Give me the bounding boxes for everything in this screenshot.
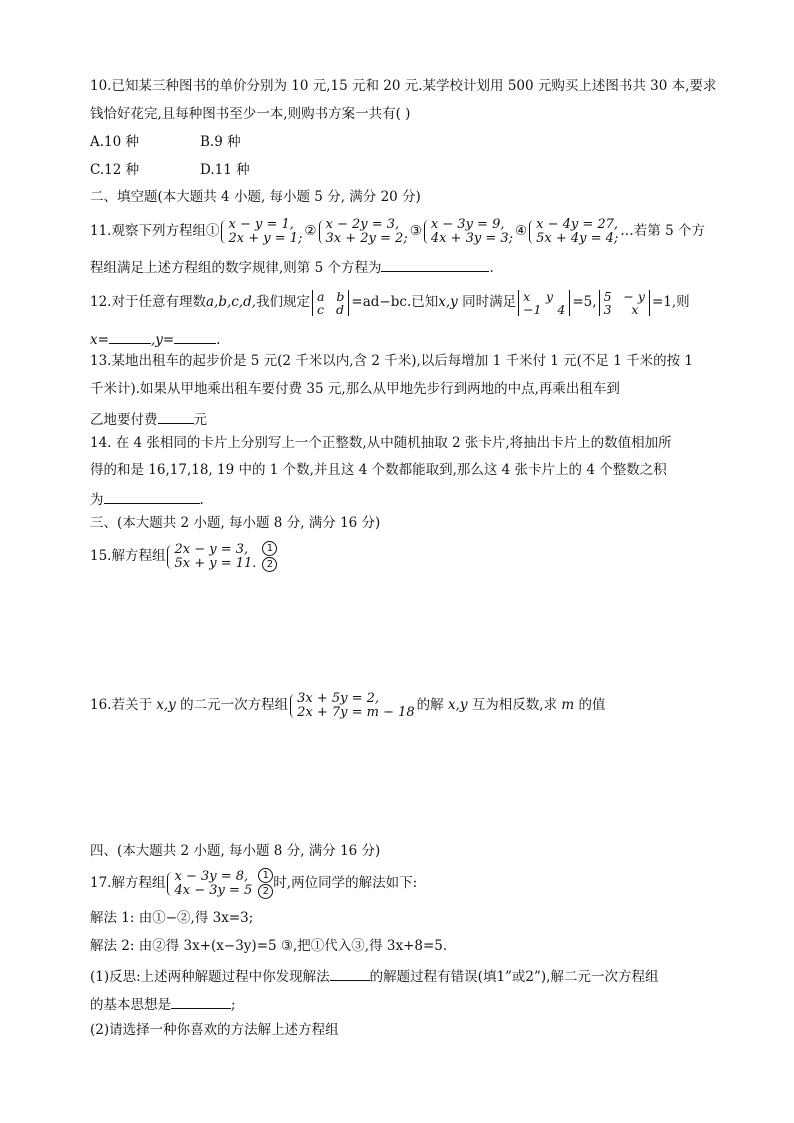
q15 — [90, 540, 277, 573]
q16-xy: x,y — [447, 697, 468, 713]
circle-1-marker: 1 — [258, 868, 273, 883]
q14-line1: 14. 在 4 张相同的卡片上分别写上一个正整数,从中随机抽取 2 张卡片,将抽出卡片上的数值相加所 — [90, 435, 672, 451]
eq: 5x + 4y = 4; — [536, 230, 619, 246]
circle-1-marker: 1 — [262, 541, 277, 556]
q12-line1 — [90, 287, 690, 317]
eq: x − 3y = 8, — [174, 868, 249, 884]
eq: x − 4y = 27, — [536, 216, 619, 232]
punct: . — [216, 332, 221, 348]
answer-blank[interactable] — [104, 491, 200, 504]
q12-text: 同时满足 — [457, 294, 517, 310]
determinant-definition — [312, 290, 349, 316]
section3-heading: 三、(本大题共 2 小题, 每小题 8 分, 满分 16 分) — [90, 515, 381, 531]
q17-part1-line2 — [90, 996, 236, 1013]
eq: 2x − y = 3, — [174, 541, 249, 557]
q11-circle-4: ④ — [515, 223, 528, 239]
q16-xy: x,y — [156, 697, 176, 713]
determinant-2 — [599, 290, 650, 316]
option-d: D.11 种 — [200, 162, 250, 178]
q12-xy: x,y — [438, 294, 458, 310]
q10-options-row2 — [90, 162, 250, 178]
q11-line1 — [90, 216, 705, 246]
q16-text: 16.若关于 — [90, 697, 157, 713]
q17-prefix: 17.解方程组 — [90, 875, 166, 891]
answer-blank[interactable] — [381, 259, 489, 272]
eq: 4x − 3y = 5 — [174, 882, 253, 898]
option-c: C.12 种 — [90, 162, 140, 178]
row: x y — [523, 288, 554, 304]
q11-prefix: 11.观察下列方程组 — [90, 223, 206, 239]
q14-text: 为 — [90, 492, 104, 508]
determinant-1 — [518, 290, 570, 316]
q11-system-2 — [319, 218, 408, 246]
q11-circle-2: ② — [304, 223, 317, 239]
eq: 2x + 7y = m − 18 — [297, 704, 415, 720]
row: 3 x — [603, 301, 639, 317]
x-answer-blank[interactable] — [109, 331, 151, 344]
q16-text: 互为相反数,求 — [467, 697, 562, 713]
q10-options-row1 — [90, 134, 241, 150]
row: −1 4 — [523, 301, 566, 317]
q16-system — [290, 692, 415, 720]
x-label: x= — [90, 332, 109, 348]
q12-prefix: 12.对于任意有理数 — [90, 294, 206, 310]
q17-line1 — [90, 867, 417, 900]
eq: x − y = 1, — [228, 216, 294, 232]
q13-line2: 千米计).如果从甲地乘出租车要付费 35 元,那么从甲地先步行到两地的中点,再乘出租车到 — [90, 381, 620, 397]
q17-part2: (2)请选择一种你喜欢的方法解上述方程组 — [90, 1022, 339, 1038]
eq: 4x + 3y = 3; — [430, 230, 513, 246]
punct: . — [489, 260, 494, 276]
punct: . — [199, 492, 204, 508]
section2-heading: 二、填空题(本大题共 4 小题, 每小题 5 分, 满分 20 分) — [90, 189, 421, 205]
q16-m: m — [561, 697, 575, 713]
section4-heading: 四、(本大题共 2 小题, 每小题 8 分, 满分 16 分) — [90, 843, 381, 859]
q17-text: 时,两位同学的解法如下: — [273, 875, 418, 891]
q17-solution1: 解法 1: 由①−②,得 3x=3; — [90, 910, 254, 926]
circle-2-marker: 2 — [262, 557, 277, 572]
q17-text: 的解题过程有错误(填1”或2”),解二元一次方程组 — [369, 969, 659, 985]
q17-text: (1)反思:上述两种解题过程中你发现解法 — [90, 969, 330, 985]
q17-equation-markers — [258, 867, 273, 900]
eq: x − 3y = 9, — [430, 216, 505, 232]
q14-line3 — [90, 491, 204, 508]
q11-line2-text: 程组满足上述方程组的数字规律,则第 5 个方程为 — [90, 260, 382, 276]
option-a: A.10 种 — [90, 134, 140, 150]
q13-text: 乙地要付费 — [90, 412, 158, 428]
q10-line1: 10.已知某三种图书的单价分别为 10 元,15 元和 20 元.某学校计划用 500 元购买上述图书共 30 本,要求 — [90, 78, 717, 94]
q11-system-4 — [529, 218, 618, 246]
eq: x − 2y = 3, — [325, 216, 400, 232]
eq: 5x + y = 11. — [174, 555, 257, 571]
q12-text: =1,则 — [651, 294, 690, 310]
punct: ; — [231, 997, 236, 1013]
eq: 2x + y = 1; — [228, 230, 303, 246]
answer-blank[interactable] — [330, 968, 370, 981]
answer-blank[interactable] — [171, 996, 231, 1009]
q11-circle-3: ③ — [409, 223, 422, 239]
q17-part1-line1 — [90, 968, 658, 985]
row: 5 − y — [603, 288, 645, 304]
eq: 3x + 2y = 2; — [325, 230, 408, 246]
q12-text: =ad−bc.已知 — [351, 294, 439, 310]
q11-circle-1: ① — [205, 223, 220, 239]
answer-blank[interactable] — [158, 411, 194, 424]
q12-text: 我们规定 — [256, 294, 311, 310]
q11-suffix: …若第 5 个方 — [620, 223, 705, 239]
q13-line3 — [90, 411, 207, 428]
row: a b — [317, 288, 345, 304]
q12-text: =5, — [572, 294, 597, 310]
q17-solution2: 解法 2: 由②得 3x+(x−3y)=5 ③,把①代入③,得 3x+8=5. — [90, 938, 448, 954]
row: c d — [317, 301, 344, 317]
q11-system-1 — [221, 218, 302, 246]
q10-line2: 钱恰好花完,且每种图书至少一本,则购书方案一共有( ) — [90, 106, 411, 122]
q13-line1: 13.某地出租车的起步价是 5 元(2 千米以内,含 2 千米),以后每增加 1 千米付 1 元(不足 1 千米的按 1 — [90, 353, 693, 369]
y-answer-blank[interactable] — [174, 331, 216, 344]
q12-vars: a,b,c,d, — [205, 294, 257, 310]
q17-system — [167, 870, 252, 898]
q17-text: 的基本思想是 — [90, 997, 171, 1013]
q15-system — [167, 543, 256, 571]
q15-prefix: 15.解方程组 — [90, 548, 166, 564]
q14-line2: 得的和是 16,17,18, 19 中的 1 个数,并且这 4 个数都能取到,那么这 4 张卡片上的 4 个整数之积 — [90, 462, 667, 478]
q13-unit: 元 — [193, 412, 207, 428]
q11-system-3 — [424, 218, 513, 246]
y-label: ,y= — [150, 332, 175, 348]
q16 — [90, 690, 606, 720]
q11-line2 — [90, 259, 494, 276]
q16-text: 的二元一次方程组 — [175, 697, 289, 713]
q15-equation-markers — [262, 540, 277, 573]
option-b: B.9 种 — [200, 134, 241, 150]
circle-2-marker: 2 — [258, 884, 273, 899]
q16-text: 的值 — [574, 697, 606, 713]
eq: 3x + 5y = 2, — [297, 690, 380, 706]
q12-line2 — [90, 331, 220, 348]
q16-text: 的解 — [416, 697, 448, 713]
